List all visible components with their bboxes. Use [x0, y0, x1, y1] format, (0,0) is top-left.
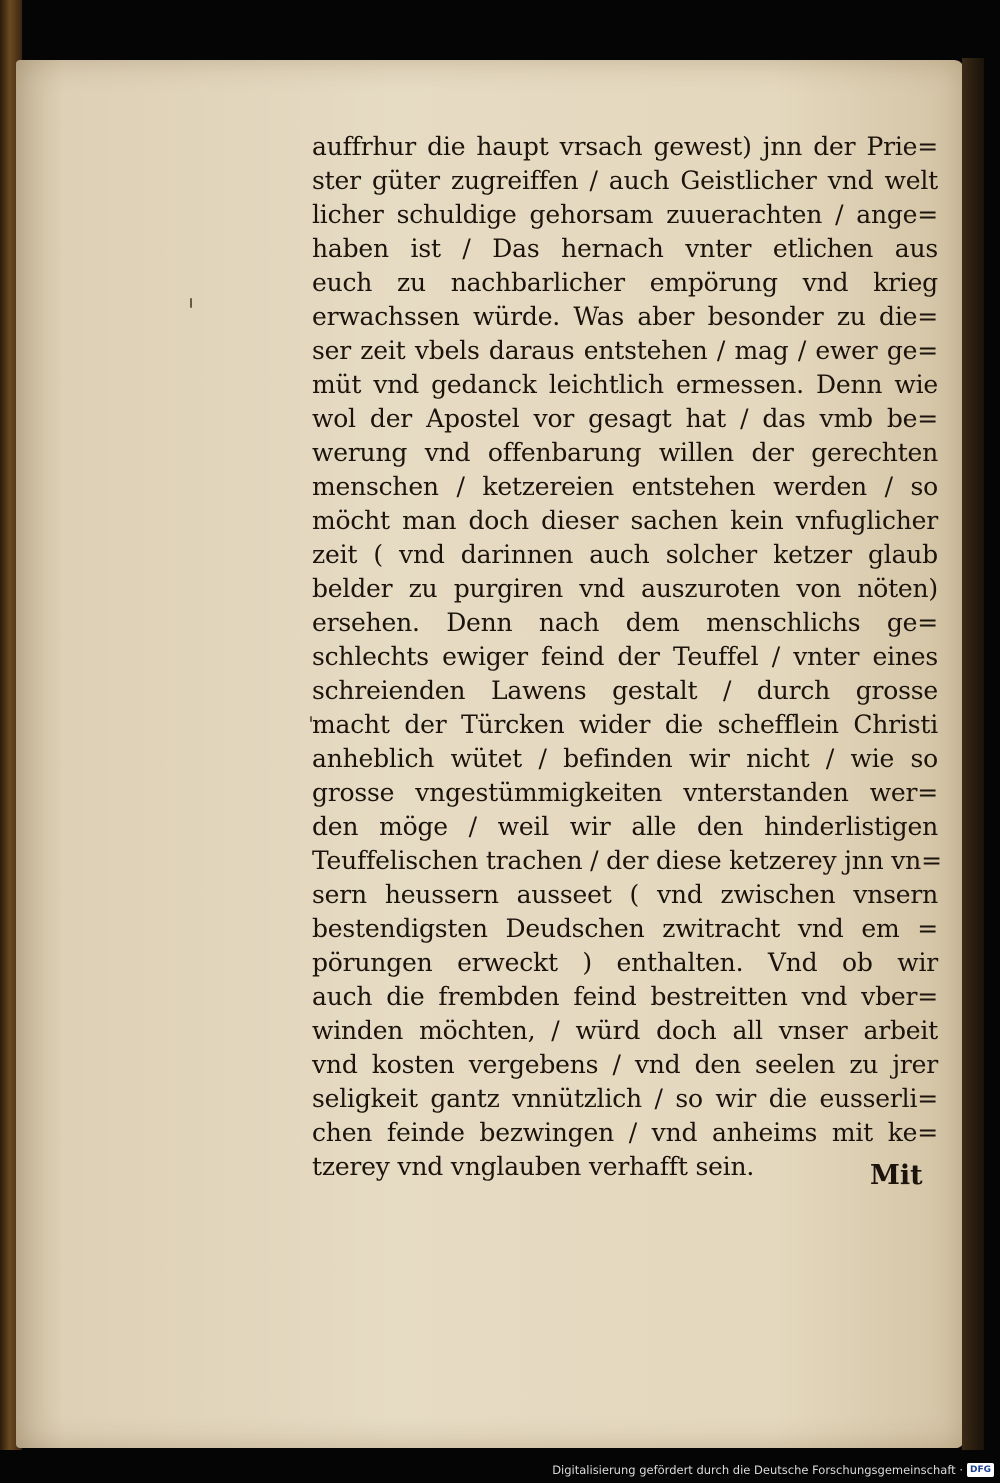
text-line: tzerey vnd vnglauben verhafft sein.	[312, 1152, 755, 1181]
text-line: licher schuldige gehorsam zuuerachten / ange=	[312, 200, 938, 229]
text-line: belder zu purgiren vnd auszuroten von nöten)	[312, 574, 938, 603]
text-line: euch zu nachbarlicher empörung vnd krieg	[312, 268, 938, 297]
text-line: schreienden Lawens gestalt / durch grosse	[312, 676, 938, 705]
text-line: schlechts ewiger feind der Teuffel / vnter eines	[312, 642, 938, 671]
text-line: haben ist / Das hernach vnter etlichen aus	[312, 234, 938, 263]
text-line: chen feinde bezwingen / vnd anheims mit ke=	[312, 1118, 938, 1147]
text-line: ster güter zugreiffen / auch Geistlicher vnd welt	[312, 166, 938, 195]
text-line: erwachssen würde. Was aber besonder zu die=	[312, 302, 938, 331]
text-line: winden möchten, / würd doch all vnser arbeit	[312, 1016, 938, 1045]
text-line: bestendigsten Deudschen zwitracht vnd em =	[312, 914, 938, 943]
text-line: zeit ( vnd darinnen auch solcher ketzer glaub	[312, 540, 938, 569]
digitization-credit	[552, 1461, 994, 1479]
text-line: pörungen erweckt ) enthalten. Vnd ob wir	[312, 948, 938, 977]
credit-text: Digitalisierung gefördert durch die Deutsche Forschungsgemeinschaft ·	[552, 1463, 963, 1477]
text-line: anheblich wütet / befinden wir nicht / wie so	[312, 744, 938, 773]
text-line: sern heussern ausseet ( vnd zwischen vnsern	[312, 880, 938, 909]
text-line: wol der Apostel vor gesagt hat / das vmb be=	[312, 404, 938, 433]
catchword: Mit	[870, 1160, 923, 1191]
text-line: Teuffelischen trachen / der diese ketzerey jnn vn=	[312, 846, 942, 875]
dfg-logo-icon: DFG	[967, 1463, 994, 1477]
text-line: müt vnd gedanck leichtlich ermessen. Denn wie	[312, 370, 938, 399]
page-edge-shadow	[962, 58, 984, 1450]
text-line: seligkeit gantz vnnützlich / so wir die eusserli=	[312, 1084, 938, 1113]
text-line: menschen / ketzereien entstehen werden / so	[312, 472, 938, 501]
text-line: möcht man doch dieser sachen kein vnfuglicher	[312, 506, 938, 535]
text-line: ersehen. Denn nach dem menschlichs ge=	[312, 608, 938, 637]
text-line: auffrhur die haupt vrsach gewest) jnn der Prie=	[312, 132, 938, 161]
text-line: macht der Türcken wider die schefflein Christi	[312, 710, 938, 739]
page-text	[312, 130, 942, 1184]
margin-mark	[190, 298, 192, 308]
text-line: ser zeit vbels daraus entstehen / mag / ewer ge=	[312, 336, 938, 365]
text-line: vnd kosten vergebens / vnd den seelen zu jrer	[312, 1050, 938, 1079]
text-line: auch die frembden feind bestreitten vnd vber=	[312, 982, 938, 1011]
text-line: grosse vngestümmigkeiten vnterstanden wer=	[312, 778, 938, 807]
text-line: werung vnd offenbarung willen der gerechten	[312, 438, 938, 467]
text-line: den möge / weil wir alle den hinderlistigen	[312, 812, 938, 841]
